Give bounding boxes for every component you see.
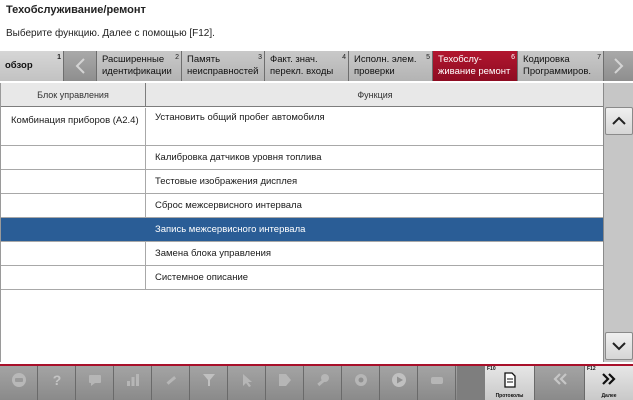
wrench-icon (315, 372, 331, 388)
fkey-3-button (76, 366, 114, 400)
tab-fault-memory[interactable] (182, 51, 265, 81)
tab-number: 1 (57, 54, 61, 61)
tab-label-line1: Расширенные (102, 54, 165, 65)
select-icon (239, 372, 255, 388)
fkey-7-button (228, 366, 266, 400)
tab-scroll-right-button[interactable] (604, 51, 633, 81)
play-icon (391, 372, 407, 388)
fkey-6-button (190, 366, 228, 400)
car-icon (11, 372, 27, 388)
cell-function: Замена блока управления (155, 248, 272, 259)
protocols-label: Протоколы (495, 393, 524, 399)
document-icon (503, 372, 517, 388)
table-row[interactable] (1, 194, 603, 218)
tab-number: 3 (258, 54, 262, 61)
tab-label-line2: идентификации (102, 66, 172, 77)
double-chevron-left-icon (551, 372, 569, 386)
column-header-control-unit: Блок управления (1, 83, 146, 107)
help-icon (49, 372, 65, 388)
filter-icon (201, 372, 217, 388)
tab-label: обзор (5, 60, 33, 71)
table-row[interactable] (1, 170, 603, 194)
fkey-1-button (0, 366, 38, 400)
tab-scroll-left-button[interactable] (64, 51, 97, 81)
fkey-5-button (152, 366, 190, 400)
tab-label-line1: Память (187, 54, 221, 65)
table-row[interactable] (1, 108, 603, 146)
cell-function: Запись межсервисного интервала (155, 224, 306, 235)
tab-actuator-tests[interactable] (349, 51, 433, 81)
fkey-number: F12 (587, 366, 596, 372)
tool-icon (163, 372, 179, 388)
tab-bar (0, 51, 633, 81)
page-title: Техобслуживание/ремонт (6, 4, 146, 16)
gear-icon (353, 372, 369, 388)
cell-control-unit (1, 242, 146, 265)
tab-actual-values[interactable] (265, 51, 349, 81)
cell-control-unit (1, 146, 146, 169)
back-button (535, 366, 585, 400)
cell-function: Установить общий пробег автомобиля (155, 112, 325, 123)
function-table (0, 83, 633, 362)
chevron-right-icon (613, 57, 625, 75)
chevron-down-icon (611, 341, 627, 351)
fkey-number: F10 (487, 366, 496, 372)
tab-label-line2: проверки (354, 66, 395, 77)
fkey-10-button (342, 366, 380, 400)
function-key-bar (0, 364, 633, 400)
chevron-up-icon (611, 116, 627, 126)
fkey-9-button (304, 366, 342, 400)
tab-label-line2: живание ремонт (438, 66, 511, 77)
column-header-function: Функция (357, 90, 393, 100)
svg-text:?: ? (52, 372, 61, 388)
tab-label-line1: Исполн. элем. (354, 54, 417, 65)
tab-coding-programming[interactable] (518, 51, 604, 81)
table-header (1, 83, 603, 107)
fkey-spacer (456, 366, 457, 400)
cell-function: Сброс межсервисного интервала (155, 200, 302, 211)
cell-control-unit (1, 266, 146, 289)
table-row[interactable] (1, 146, 603, 170)
next-label: Далее (601, 393, 617, 399)
tab-label-line2: Программиров. (523, 66, 592, 77)
tab-overview[interactable] (0, 51, 64, 81)
engine-icon (429, 372, 445, 388)
tab-maintenance-repair[interactable] (433, 51, 518, 81)
tab-label-line2: неисправностей (187, 66, 259, 77)
table-row[interactable] (1, 266, 603, 290)
fkey-11-button (380, 366, 418, 400)
cell-function: Системное описание (155, 272, 249, 283)
tab-number: 4 (342, 54, 346, 61)
instruction-text: Выберите функцию. Далее с помощью [F12]. (6, 28, 215, 39)
fkey-2-button (38, 366, 76, 400)
chevron-left-icon (74, 57, 86, 75)
tab-label-line1: Техобслу- (438, 54, 482, 65)
tab-label-line2: перекл. входы (270, 66, 334, 77)
tab-label-line1: Кодировка (523, 54, 570, 65)
tab-number: 7 (597, 54, 601, 61)
tab-label-line1: Факт. знач. (270, 54, 318, 65)
cell-function: Тестовые изображения дисплея (155, 176, 298, 187)
fkey-4-button (114, 366, 152, 400)
tab-number: 2 (175, 54, 179, 61)
cell-function: Калибровка датчиков уровня топлива (155, 152, 322, 163)
fkey-8-button (266, 366, 304, 400)
tab-extended-identification[interactable] (97, 51, 182, 81)
table-row-selected[interactable] (1, 218, 603, 242)
tab-number: 5 (426, 54, 430, 61)
chart-icon (125, 372, 141, 388)
double-chevron-right-icon (600, 372, 618, 386)
fkey-12-button (418, 366, 456, 400)
next-button[interactable] (585, 366, 633, 400)
tab-number: 6 (511, 54, 515, 61)
cell-control-unit: Комбинация приборов (A2.4) (1, 108, 146, 145)
scroll-up-button[interactable] (605, 107, 633, 135)
table-row[interactable] (1, 242, 603, 266)
message-icon (87, 372, 103, 388)
table-body (1, 108, 603, 290)
scroll-down-button[interactable] (605, 332, 633, 360)
vertical-scrollbar[interactable] (603, 83, 633, 362)
cell-control-unit (1, 170, 146, 193)
protocols-button[interactable] (485, 366, 535, 400)
cell-control-unit (1, 194, 146, 217)
cell-control-unit (1, 218, 146, 241)
tag-icon (277, 372, 293, 388)
